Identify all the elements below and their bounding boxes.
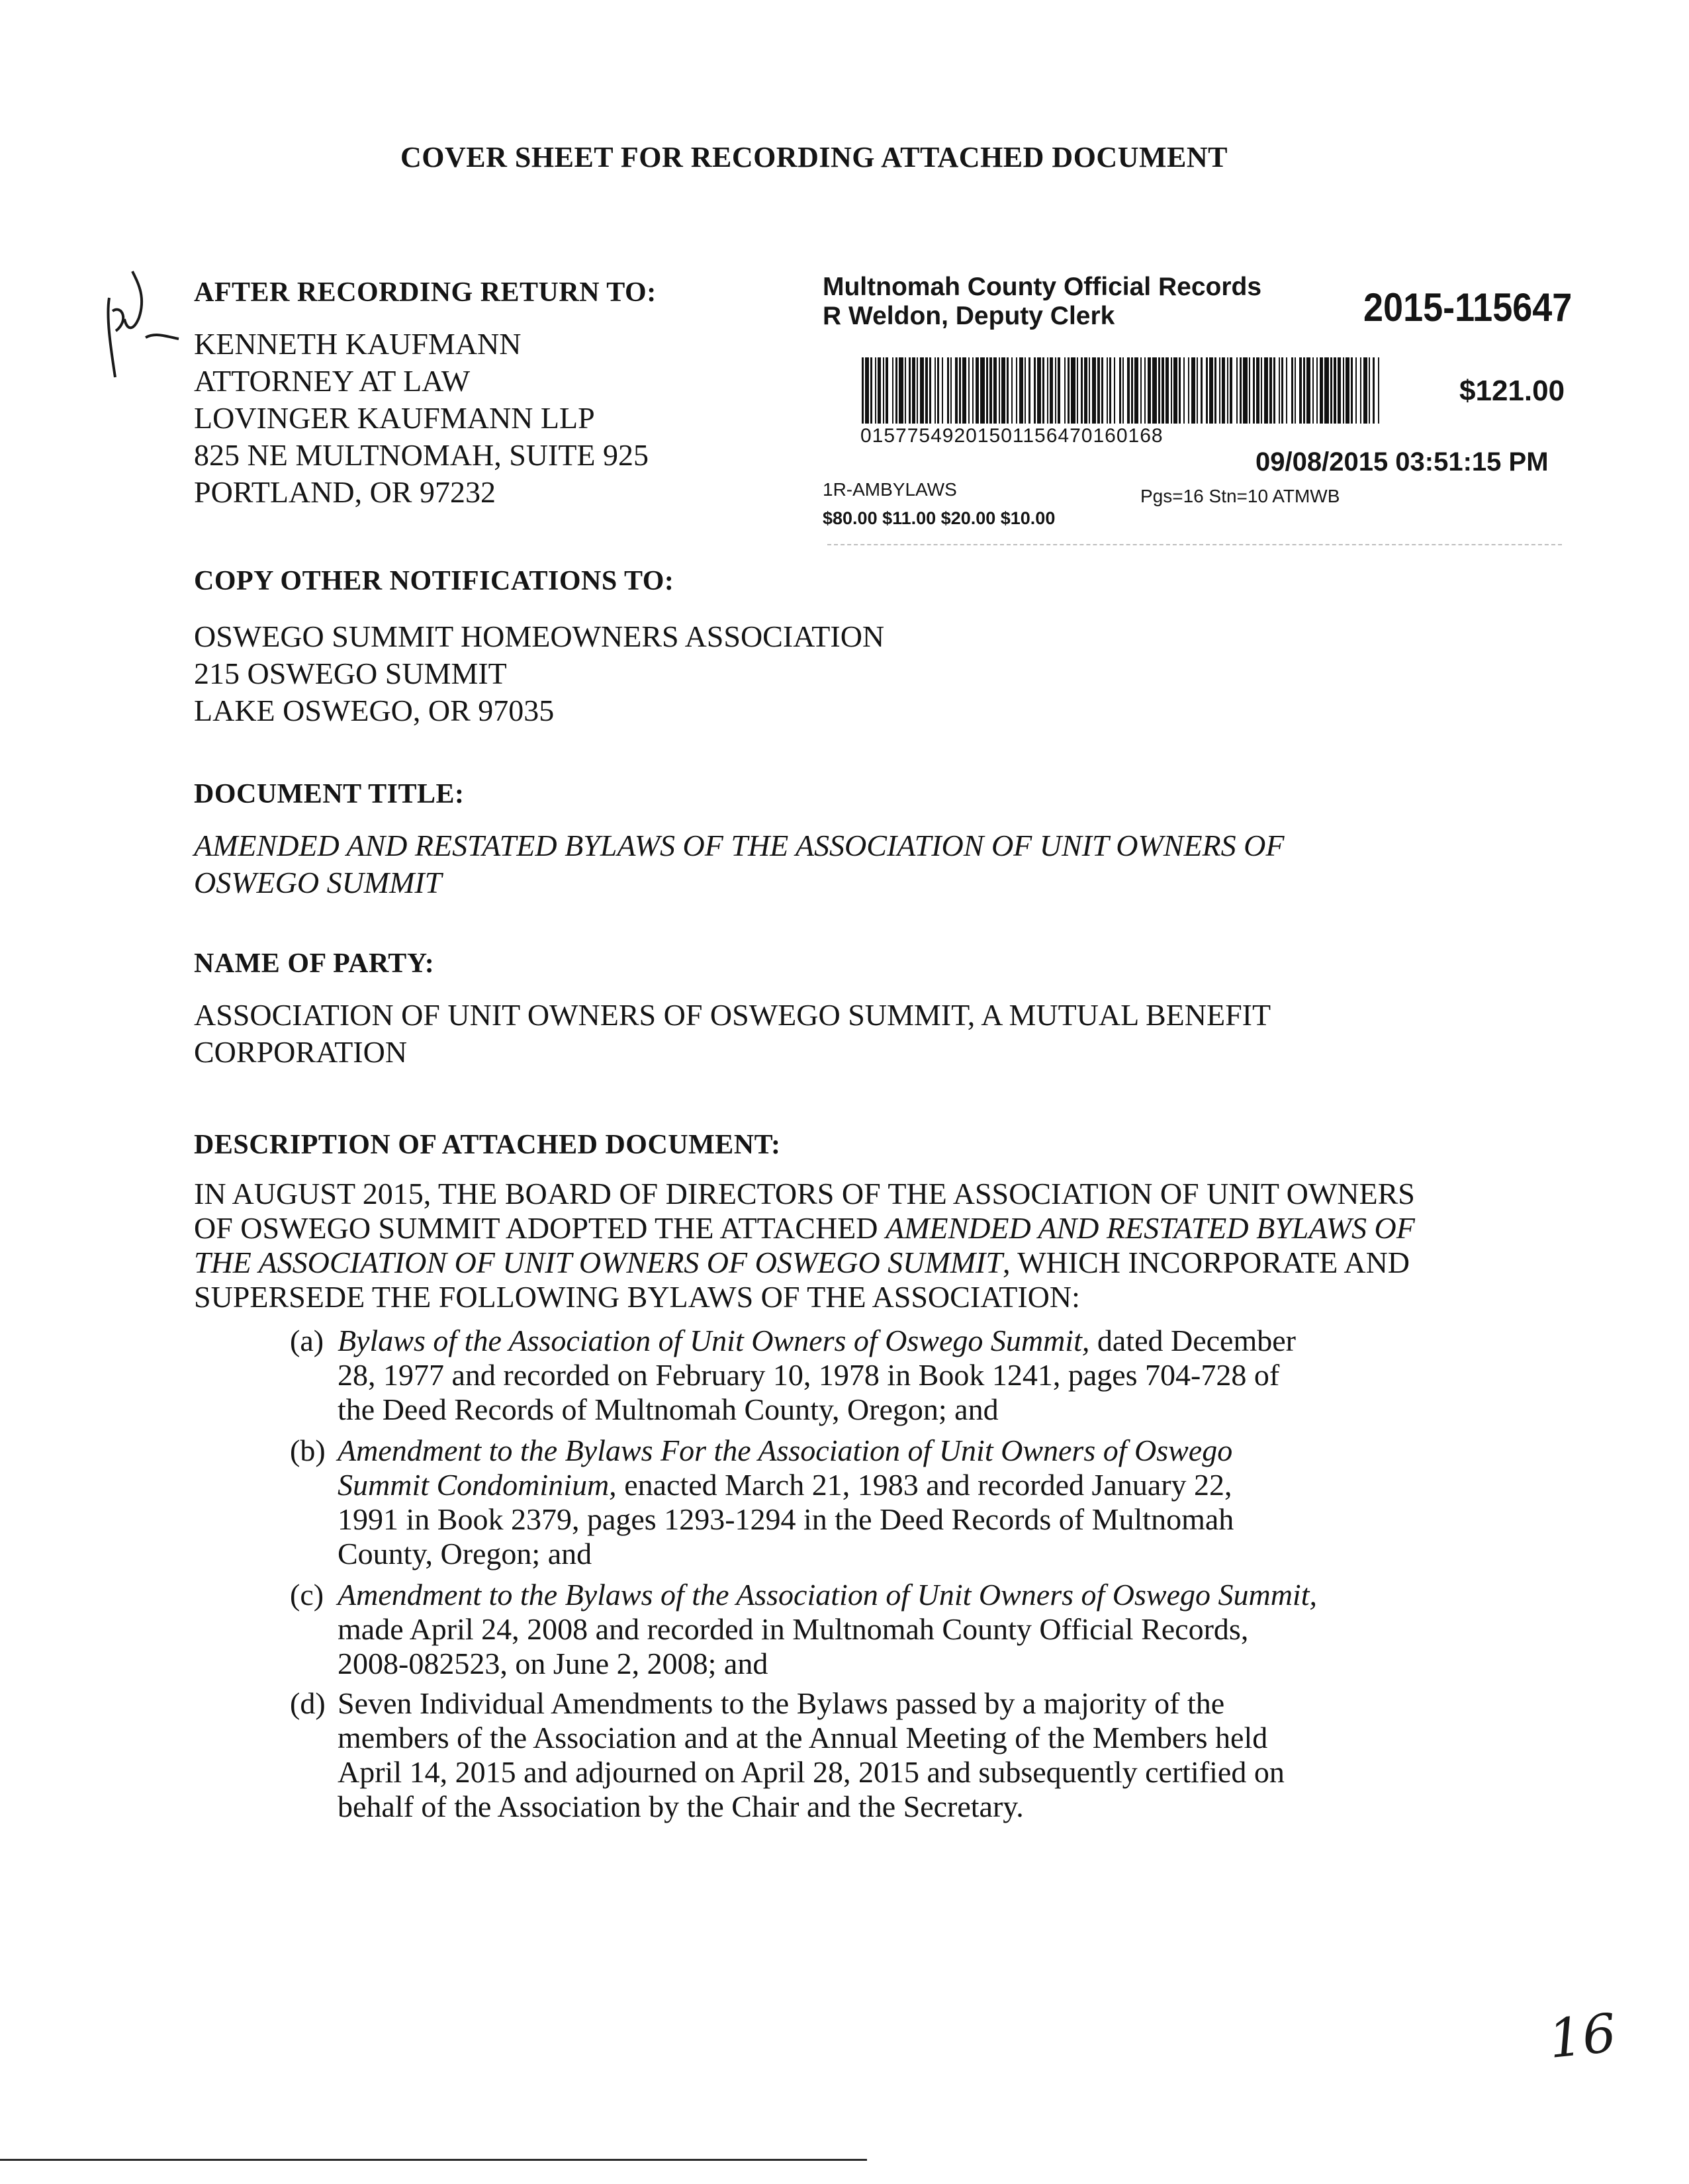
barcode-bar [1188, 357, 1189, 424]
barcode-bar [989, 357, 992, 424]
party-line: CORPORATION [194, 1035, 408, 1069]
barcode-bar [1316, 357, 1318, 424]
barcode-bar [1299, 357, 1302, 424]
party-name [194, 997, 1271, 1071]
barcode-bar [986, 357, 988, 424]
barcode-bar [1281, 357, 1283, 424]
barcode-bar [1343, 357, 1344, 424]
barcode-bar [917, 357, 918, 424]
copy-to-heading: COPY OTHER NOTIFICATIONS TO: [194, 566, 674, 596]
document-title-heading: DOCUMENT TITLE: [194, 779, 465, 809]
barcode-bar [1253, 357, 1255, 424]
handwritten-initials [93, 258, 185, 390]
barcode-bar [1019, 357, 1023, 424]
barcode-bar [1306, 357, 1310, 424]
barcode-bar [1249, 357, 1250, 424]
barcode-bar [1324, 357, 1329, 424]
barcode-bar [905, 357, 906, 424]
barcode-bar [950, 357, 952, 424]
barcode-bar [976, 357, 979, 424]
cover-sheet-title: COVER SHEET FOR RECORDING ATTACHED DOCUMENT [400, 141, 1228, 173]
barcode-bar [999, 357, 1000, 424]
barcode-bar [1134, 357, 1138, 424]
barcode-bar [1107, 357, 1108, 424]
barcode-bar [1165, 357, 1169, 424]
barcode-bar [1144, 357, 1146, 424]
barcode-bar [1363, 357, 1367, 424]
barcode-bar [1122, 357, 1124, 424]
barcode-bar [865, 357, 869, 424]
barcode-bar [959, 357, 961, 424]
handwritten-page-mark: 16 [1545, 2001, 1620, 2071]
barcode-bar [1081, 357, 1083, 424]
party-heading: NAME OF PARTY: [194, 948, 435, 979]
document-title-text [194, 827, 1284, 901]
barcode-bar [892, 357, 893, 424]
barcode-bar [1222, 357, 1225, 424]
barcode-bar [1089, 357, 1090, 424]
barcode-bar [1183, 357, 1185, 424]
barcode-bar [1101, 357, 1103, 424]
barcode-bar [875, 357, 876, 424]
barcode-bar [1214, 357, 1216, 424]
barcode-bar [1001, 357, 1005, 424]
recording-datetime: 09/08/2015 03:51:15 PM [1255, 447, 1549, 477]
barcode-number: 01577549201501156470160168 [860, 425, 1164, 447]
description-line: THE ASSOCIATION OF UNIT OWNERS OF OSWEGO SUMMIT, WHICH INCORPORATE AND [194, 1246, 1410, 1279]
barcode-bar [886, 357, 888, 424]
barcode-bar [1219, 357, 1220, 424]
description-line: SUPERSEDE THE FOLLOWING BYLAWS OF THE ASSOCIATION: [194, 1280, 1080, 1314]
return-to-line: ATTORNEY AT LAW [194, 364, 471, 398]
barcode-bar [1378, 357, 1379, 424]
barcode-bar [1303, 357, 1305, 424]
return-to-line: KENNETH KAUFMANN [194, 327, 522, 361]
barcode-bar [920, 357, 924, 424]
barcode-bar [1173, 357, 1177, 424]
barcode-bar [1269, 357, 1272, 424]
barcode-bar [1369, 357, 1370, 424]
barcode-bar [1068, 357, 1070, 424]
barcode-bar [883, 357, 884, 424]
recording-pages-station: Pgs=16 Stn=10 ATMWB [1140, 486, 1340, 506]
copy-to-line: 215 OSWEGO SUMMIT [194, 657, 507, 690]
barcode-bar [1025, 357, 1026, 424]
barcode-bar [1338, 357, 1341, 424]
barcode-bar [1320, 357, 1323, 424]
barcode-bar [1071, 357, 1075, 424]
barcode-bar [1243, 357, 1248, 424]
recording-office: Multnomah County Official Records [823, 273, 1262, 301]
barcode-bar [1209, 357, 1213, 424]
barcode-bar [899, 357, 903, 424]
barcode-bar [1016, 357, 1017, 424]
barcode-bar [912, 357, 915, 424]
item-label: (b) [290, 1433, 326, 1467]
barcode-bar [925, 357, 928, 424]
barcode-bar [1273, 357, 1275, 424]
barcode-bar [942, 357, 943, 424]
return-to-address [194, 326, 649, 511]
barcode-bar [1037, 357, 1041, 424]
barcode-bar [1360, 357, 1361, 424]
barcode-bar [1179, 357, 1181, 424]
stamp-divider [827, 544, 1562, 545]
barcode-bar [1097, 357, 1100, 424]
recording-amount: $121.00 [1459, 375, 1565, 407]
barcode-bar [1286, 357, 1287, 424]
barcode-bar [1055, 357, 1056, 424]
description-intro [194, 1177, 1415, 1314]
barcode-bar [1240, 357, 1242, 424]
barcode-bar [1007, 357, 1009, 424]
barcode-bar [947, 357, 949, 424]
barcode-bar [1197, 357, 1198, 424]
description-line: OF OSWEGO SUMMIT ADOPTED THE ATTACHED AMENDED AND RESTATED BYLAWS OF [194, 1211, 1415, 1245]
item-label: (a) [290, 1324, 324, 1357]
record-number: 2015-115647 [1363, 285, 1573, 330]
barcode-bar [1291, 357, 1293, 424]
barcode-bar [909, 357, 911, 424]
copy-to-line: LAKE OSWEGO, OR 97035 [194, 694, 555, 727]
recording-code: 1R-AMBYLAWS [823, 479, 957, 500]
barcode-bar [1355, 357, 1357, 424]
barcode-bar [1264, 357, 1268, 424]
barcode-bar [1127, 357, 1130, 424]
copy-to-line: OSWEGO SUMMIT HOMEOWNERS ASSOCIATION [194, 619, 885, 653]
barcode-bar [878, 357, 881, 424]
barcode-bar [1312, 357, 1314, 424]
barcode-bar [1261, 357, 1262, 424]
barcode-bar [1256, 357, 1259, 424]
barcode-bar [1330, 357, 1332, 424]
description-line: IN AUGUST 2015, THE BOARD OF DIRECTORS OF THE ASSOCIATION OF UNIT OWNERS [194, 1177, 1415, 1210]
barcode-bar [1230, 357, 1232, 424]
barcode-bar [1206, 357, 1208, 424]
barcode-bar [937, 357, 939, 424]
bottom-rule [0, 2159, 867, 2161]
return-to-line: 825 NE MULTNOMAH, SUITE 925 [194, 438, 649, 472]
return-to-line: LOVINGER KAUFMANN LLP [194, 401, 595, 435]
barcode-bar [955, 357, 958, 424]
barcode-bar [1373, 357, 1375, 424]
barcode-bar [1011, 357, 1013, 424]
barcode-bar [929, 357, 931, 424]
return-to-line: PORTLAND, OR 97232 [194, 475, 496, 509]
document-title-line: OSWEGO SUMMIT [194, 866, 442, 899]
barcode-bar [1279, 357, 1280, 424]
barcode-bar [1114, 357, 1115, 424]
barcode-bar [1162, 357, 1164, 424]
barcode-bar [1034, 357, 1036, 424]
barcode-bar [980, 357, 985, 424]
barcode-bar [1047, 357, 1048, 424]
barcode-bar [1064, 357, 1066, 424]
barcode-bar [1140, 357, 1142, 424]
barcode-bar [935, 357, 936, 424]
barcode-bar [1171, 357, 1172, 424]
party-line: ASSOCIATION OF UNIT OWNERS OF OSWEGO SUMMIT, A MUTUAL BENEFIT [194, 998, 1271, 1032]
barcode-bar [1158, 357, 1160, 424]
description-heading: DESCRIPTION OF ATTACHED DOCUMENT: [194, 1130, 781, 1160]
recording-barcode [862, 357, 1379, 424]
recording-fees: $80.00 $11.00 $20.00 $10.00 [823, 508, 1056, 528]
barcode-bar [1346, 357, 1349, 424]
barcode-bar [895, 357, 897, 424]
barcode-bar [993, 357, 997, 424]
barcode-bar [962, 357, 966, 424]
barcode-bar [1236, 357, 1238, 424]
barcode-bar [1058, 357, 1060, 424]
document-title-line: AMENDED AND RESTATED BYLAWS OF THE ASSOCIATION OF UNIT OWNERS OF [194, 829, 1285, 862]
barcode-bar [1148, 357, 1151, 424]
return-to-heading: AFTER RECORDING RETURN TO: [194, 277, 657, 308]
barcode-bar [972, 357, 974, 424]
barcode-bar [1227, 357, 1228, 424]
copy-to-address [194, 618, 884, 729]
barcode-bar [1042, 357, 1044, 424]
barcode-bar [1201, 357, 1203, 424]
barcode-bar [1152, 357, 1157, 424]
barcode-bar [1334, 357, 1336, 424]
item-label: (c) [290, 1578, 324, 1612]
barcode-bar [1028, 357, 1030, 424]
barcode-bar [1191, 357, 1195, 424]
barcode-bar [1092, 357, 1096, 424]
barcode-bar [870, 357, 872, 424]
barcode-bar [1351, 357, 1353, 424]
barcode-bar [862, 357, 864, 424]
barcode-bar [1084, 357, 1087, 424]
recording-clerk: R Weldon, Deputy Clerk [823, 302, 1115, 330]
barcode-bar [1077, 357, 1078, 424]
barcode-bar [1119, 357, 1121, 424]
barcode-bar [1109, 357, 1111, 424]
barcode-bar [1050, 357, 1053, 424]
barcode-bar [1131, 357, 1133, 424]
barcode-bar [1295, 357, 1296, 424]
barcode-bar [968, 357, 970, 424]
item-label: (d) [290, 1686, 326, 1720]
